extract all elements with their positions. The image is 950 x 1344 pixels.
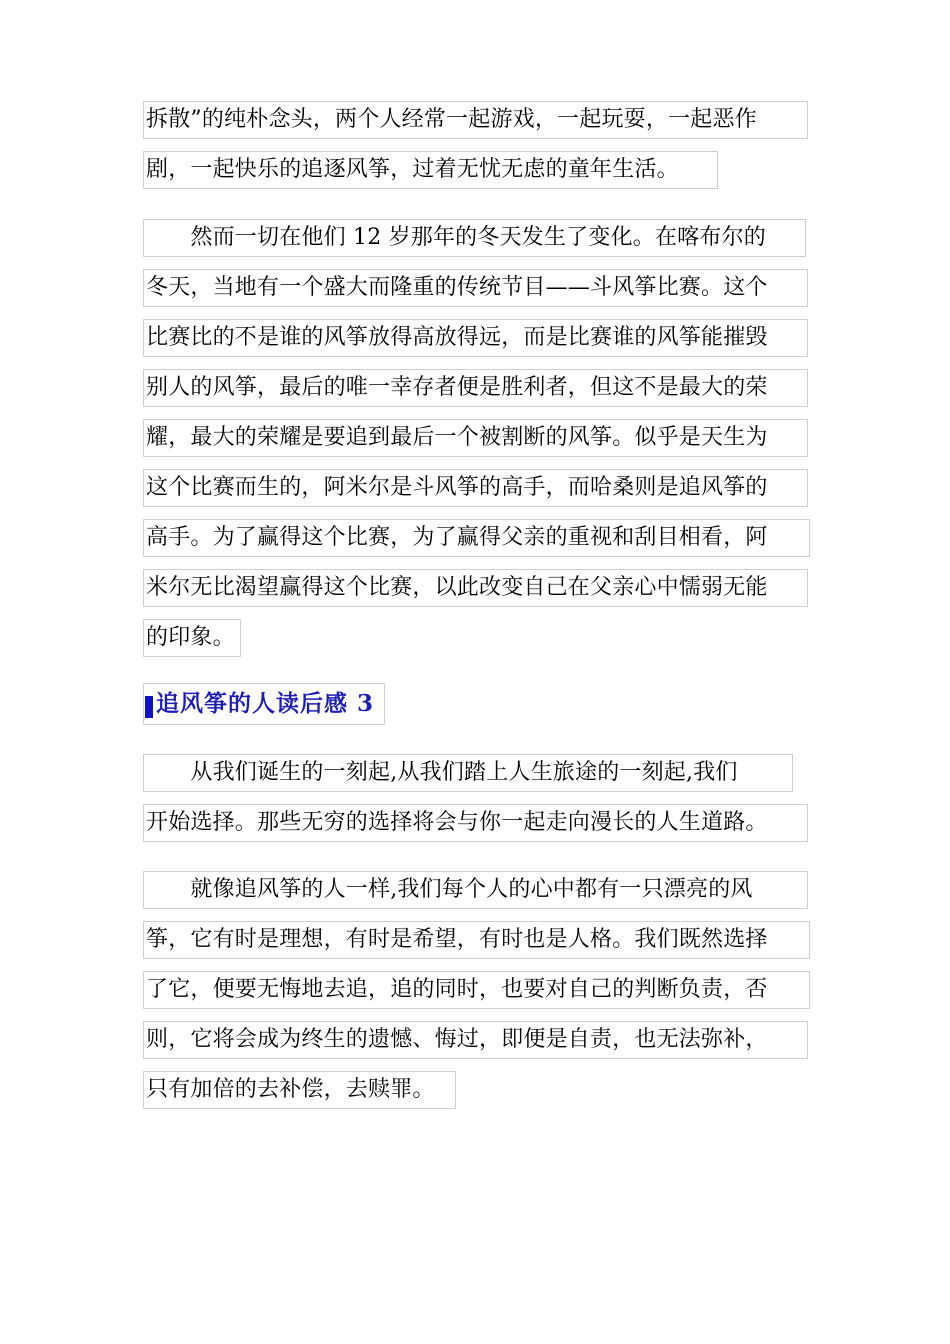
text-line: 从我们诞生的一刻起,从我们踏上人生旅途的一刻起,我们 — [143, 754, 793, 792]
text-line: 冬天，当地有一个盛大而隆重的传统节目——斗风筝比赛。这个 — [143, 269, 808, 307]
text-line: 别人的风筝，最后的唯一幸存者便是胜利者，但这不是最大的荣 — [143, 369, 808, 407]
text-line: 筝，它有时是理想，有时是希望，有时也是人格。我们既然选择 — [143, 921, 810, 959]
section-heading-text: 追风筝的人读后感 3 — [156, 690, 375, 717]
text-line: 米尔无比渴望赢得这个比赛，以此改变自己在父亲心中懦弱无能 — [143, 569, 808, 607]
text-line: 比赛比的不是谁的风筝放得高放得远，而是比赛谁的风筝能摧毁 — [143, 319, 808, 357]
text-line: 只有加倍的去补偿，去赎罪。 — [143, 1071, 456, 1109]
text-line: 剧，一起快乐的追逐风筝，过着无忧无虑的童年生活。 — [143, 151, 718, 189]
text-line: 然而一切在他们 12 岁那年的冬天发生了变化。在喀布尔的 — [143, 219, 806, 257]
text-line: 这个比赛而生的，阿米尔是斗风筝的高手，而哈桑则是追风筝的 — [143, 469, 808, 507]
text-line: 则，它将会成为终生的遗憾、悔过，即便是自责，也无法弥补， — [143, 1021, 808, 1059]
text-line: 耀，最大的荣耀是要追到最后一个被割断的风筝。似乎是天生为 — [143, 419, 808, 457]
text-line: 的印象。 — [143, 619, 241, 657]
text-line: 就像追风筝的人一样,我们每个人的心中都有一只漂亮的风 — [143, 871, 808, 909]
heading-marker — [145, 696, 153, 718]
text-line: 了它，便要无悔地去追，追的同时，也要对自己的判断负责，否 — [143, 971, 810, 1009]
section-heading — [143, 683, 385, 725]
text-line: 开始选择。那些无穷的选择将会与你一起走向漫长的人生道路。 — [143, 804, 808, 842]
text-line: 拆散”的纯朴念头，两个人经常一起游戏，一起玩耍，一起恶作 — [143, 101, 808, 139]
text-line: 高手。为了赢得这个比赛，为了赢得父亲的重视和刮目相看，阿 — [143, 519, 810, 557]
